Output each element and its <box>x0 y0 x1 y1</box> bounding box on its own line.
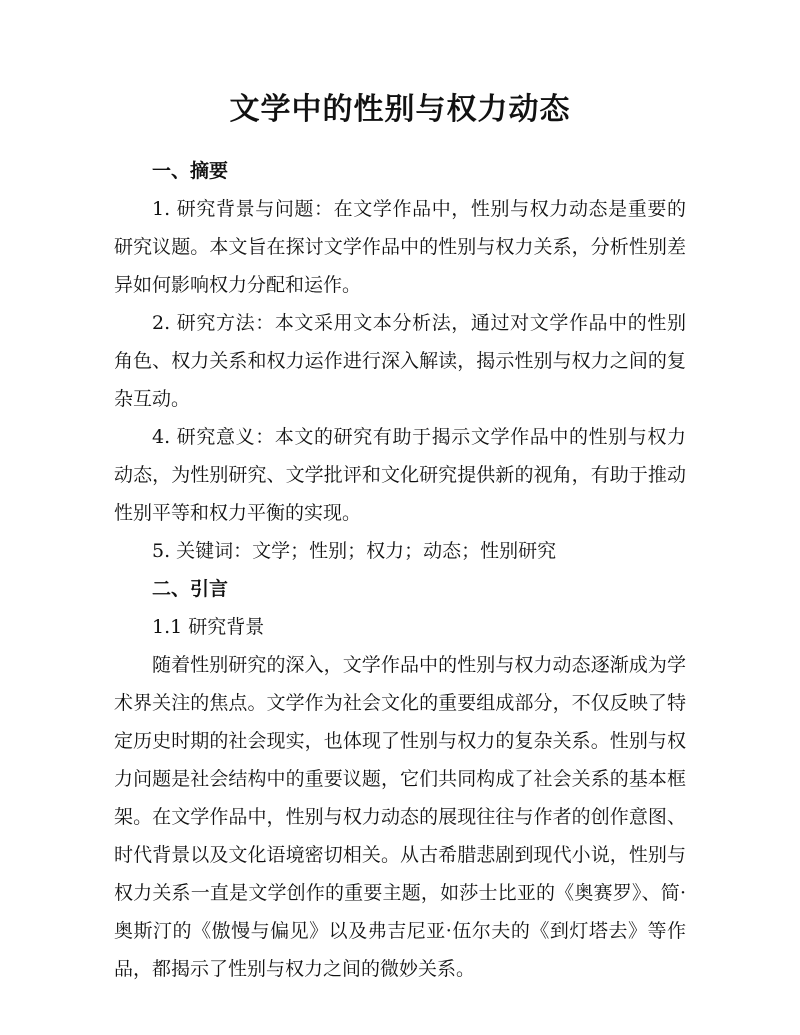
section-heading-introduction: 二、引言 <box>152 578 229 600</box>
introduction-paragraph: 随着性别研究的深入，文学作品中的性别与权力动态逐渐成为学术界关注的焦点。文学作为社会文化的重要组成部分，不仅反映了特定历史时期的社会现实，也体现了性别与权力的复杂关系。性别与权力问题是社会结构中的重要议题，它们共同构成了社会关系的基本框架。在文学作品中，性别与权力动态的展现往往与作者的创作意图、时代背景以及文化语境密切相关。从古希腊悲剧到现代小说，性别与权力关系一直是文学创作的重要主题，如莎士比亚的《奥赛罗》、简·奥斯汀的《傲慢与偏见》以及弗吉尼亚·伍尔夫的《到灯塔去》等作品，都揭示了性别与权力之间的微妙关系。 <box>114 654 686 980</box>
document-title: 文学中的性别与权力动态 <box>229 92 571 127</box>
abstract-item-method: 2. 研究方法：本文采用文本分析法，通过对文学作品中的性别角色、权力关系和权力运作进行深入解读，揭示性别与权力之间的复杂互动。 <box>114 312 686 410</box>
subsection-heading-background: 1.1 研究背景 <box>152 616 265 638</box>
section-heading-abstract: 一、摘要 <box>152 160 229 182</box>
abstract-item-background: 1. 研究背景与问题：在文学作品中，性别与权力动态是重要的研究议题。本文旨在探讨文学作品中的性别与权力关系，分析性别差异如何影响权力分配和运作。 <box>114 198 686 296</box>
section-abstract <box>114 152 686 570</box>
abstract-item-keywords: 5. 关键词：文学；性别；权力；动态；性别研究 <box>152 540 557 562</box>
abstract-item-significance: 4. 研究意义：本文的研究有助于揭示文学作品中的性别与权力动态，为性别研究、文学批评和文化研究提供新的视角，有助于推动性别平等和权力平衡的实现。 <box>114 426 686 524</box>
section-introduction <box>114 570 686 988</box>
